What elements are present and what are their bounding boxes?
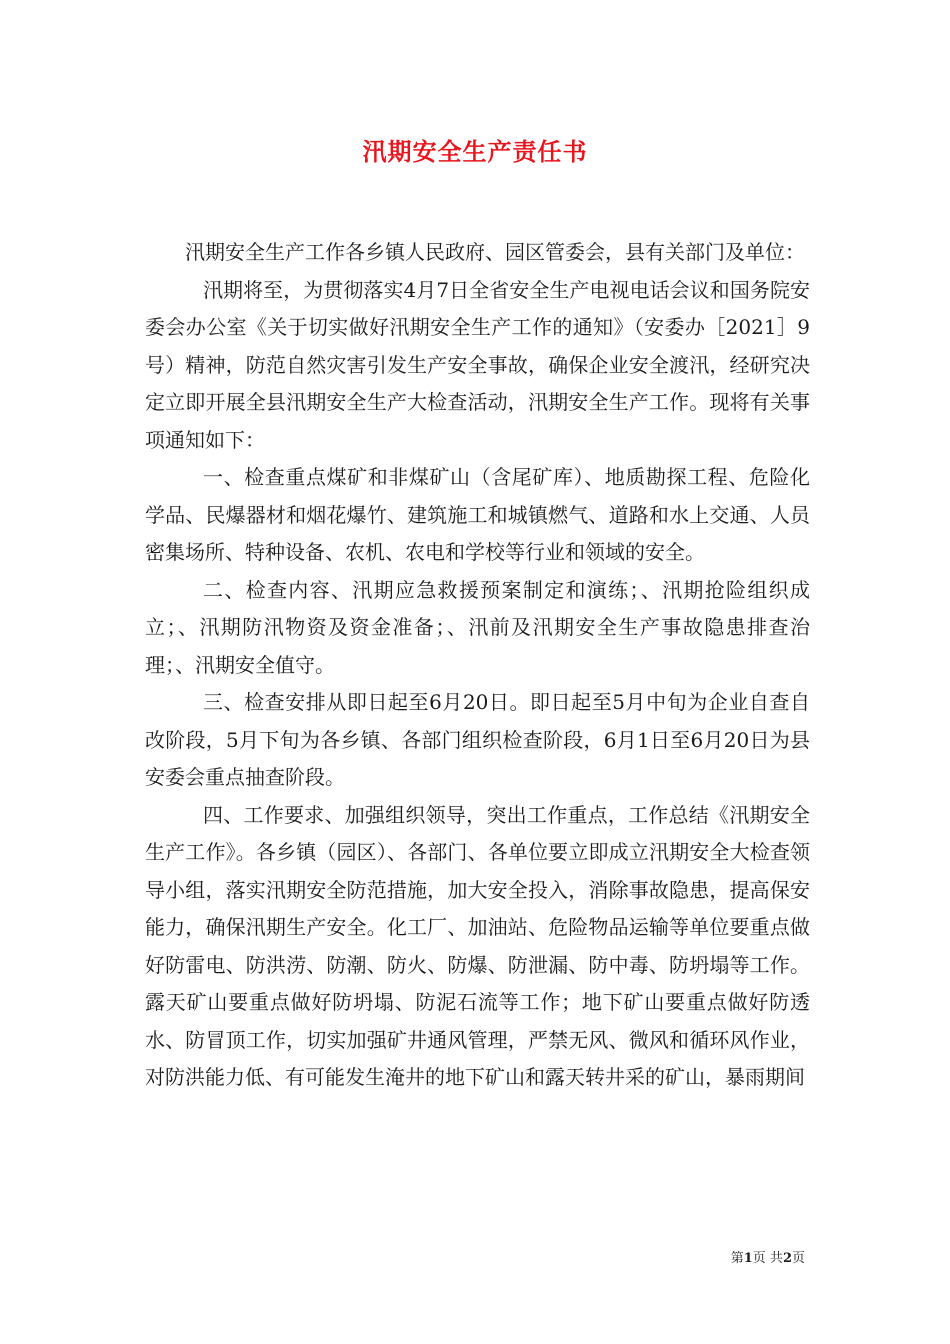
footer-prefix: 第 (730, 1251, 744, 1266)
page-number-footer (731, 1247, 805, 1266)
paragraph-intro: 汛期将至，为贯彻落实4月7日全省安全生产电视电话会议和国务院安委会办公室《关于切实做好汛期安全生产工作的通知》（安委办［2021］9号）精神，防范自然灾害引发生产安全事故，确保企业安全渡汛，经研究决定立即开展全县汛期安全生产大检查活动，汛期安全生产工作。现将有关事项通知如下： (145, 277, 810, 452)
paragraph-salutation: 汛期安全生产工作各乡镇人民政府、园区管委会，县有关部门及单位： (185, 240, 805, 264)
footer-middle: 页 共 (752, 1251, 783, 1266)
document-title: 汛期安全生产责任书 (362, 137, 588, 166)
footer-current-page: 1 (743, 1251, 753, 1266)
paragraph-section-3: 三、检查安排从即日起至6月20日。即日起至5月中旬为企业自查自改阶段，5月下旬为各乡镇、各部门组织检查阶段，6月1日至6月20日为县安委会重点抽查阶段。 (145, 690, 810, 789)
paragraph-section-2: 二、检查内容、汛期应急救援预案制定和演练；、汛期抢险组织成立；、汛期防汛物资及资金准备；、汛前及汛期安全生产事故隐患排查治理；、汛期安全值守。 (145, 577, 810, 677)
footer-suffix: 页 (791, 1251, 805, 1266)
footer-total-pages: 2 (782, 1251, 792, 1266)
document-body (145, 234, 810, 1097)
paragraph-section-4: 四、工作要求、加强组织领导，突出工作重点，工作总结《汛期安全生产工作》。各乡镇（园区）、各部门、各单位要立即成立汛期安全大检查领导小组，落实汛期安全防范措施，加大安全投入，消除事故隐患，提高保安能力，确保汛期生产安全。化工厂、加油站、危险物品运输等单位要重点做好防雷电、防洪涝、防潮、防火、防爆、防泄漏、防中毒、防坍塌等工作。露天矿山要重点做好防坍塌、防泥石流等工作；地下矿山要重点做好防透水、防冒顶工作，切实加强矿井通风管理，严禁无风、微风和循环风作业，对防洪能力低、有可能发生淹井的地下矿山和露天转井采的矿山，暴雨期间 (145, 802, 810, 1089)
paragraph-section-1: 一、检查重点煤矿和非煤矿山（含尾矿库）、地质勘探工程、危险化学品、民爆器材和烟花爆竹、建筑施工和城镇燃气、道路和水上交通、人员密集场所、特种设备、农机、农电和学校等行业和领域的安全。 (145, 465, 810, 564)
